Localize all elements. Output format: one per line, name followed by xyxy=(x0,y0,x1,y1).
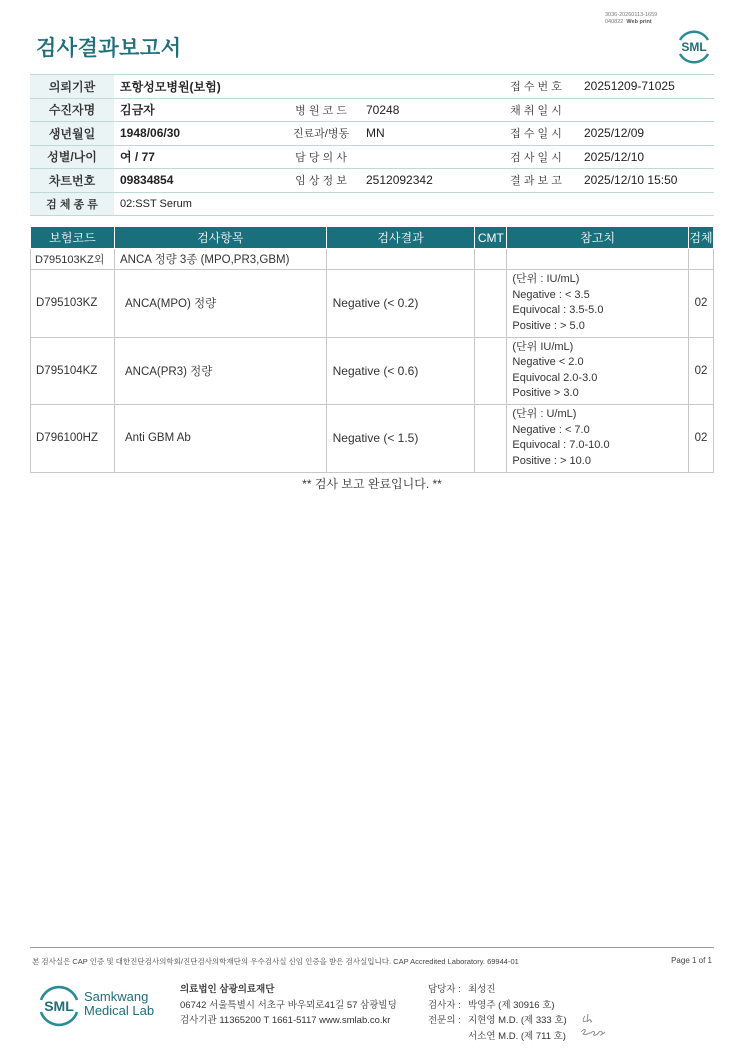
page-title: 검사결과보고서 xyxy=(36,37,182,60)
test-item: ANCA(PR3) 정량 xyxy=(114,337,326,405)
ref-line: (단위 : IU/mL) xyxy=(512,273,580,286)
col-header: 검체 xyxy=(689,227,714,249)
specimen-code: 02 xyxy=(689,270,714,338)
info-label: 검 체 종 류 xyxy=(30,192,114,216)
info-row xyxy=(30,145,714,169)
staff-name: 지현영 M.D. (제 333 호) xyxy=(468,1015,567,1026)
insurance-code: D795104KZ xyxy=(31,337,115,405)
ref-line: (단위 IU/mL) xyxy=(512,340,574,353)
test-item: ANCA 정량 3종 (MPO,PR3,GBM) xyxy=(114,249,326,270)
document-code xyxy=(605,12,657,26)
reference-range xyxy=(507,405,689,473)
signature-icon xyxy=(577,1010,611,1040)
cmt-cell xyxy=(475,405,507,473)
info-value: 1948/06/30 xyxy=(114,122,282,146)
brand-line: Samkwang xyxy=(84,989,149,1004)
info-label: 의뢰기관 xyxy=(30,75,114,99)
insurance-code: D795103KZ외 xyxy=(31,249,115,270)
test-result: Negative (< 1.5) xyxy=(326,405,475,473)
org-name: 의료법인 삼광의료재단 xyxy=(180,984,275,995)
ref-line: Positive > 3.0 xyxy=(512,387,579,400)
ref-line: Equivocal : 7.0-10.0 xyxy=(512,439,610,452)
info-label: 병 원 코 드 xyxy=(282,98,360,122)
org-contact: 검사기관 11365200 T 1661-5117 www.smlab.co.kr xyxy=(180,1015,391,1026)
info-label: 담 당 의 사 xyxy=(282,145,360,169)
info-value xyxy=(578,98,714,122)
info-value: 2512092342 xyxy=(360,169,494,193)
results-header-row xyxy=(31,227,714,249)
results-table xyxy=(30,226,714,473)
ref-line: Equivocal 2.0-3.0 xyxy=(512,371,598,384)
sml-footer-logo-icon xyxy=(36,982,82,1028)
info-label: 접 수 일 시 xyxy=(494,122,578,146)
page-number: Page 1 of 1 xyxy=(671,956,712,965)
staff-name: 박영주 (제 30916 호) xyxy=(468,999,555,1011)
ref-line: Positive : > 5.0 xyxy=(512,319,585,332)
table-row xyxy=(31,337,714,405)
info-value: 09834854 xyxy=(114,169,282,193)
staff-name: 최성진 xyxy=(468,984,496,995)
ref-line: Negative < 2.0 xyxy=(512,356,584,369)
staff-label: 담당자 : xyxy=(428,984,461,995)
col-header: 검사결과 xyxy=(326,227,475,249)
ref-line: Positive : > 10.0 xyxy=(512,454,591,467)
info-value: 여 / 77 xyxy=(114,145,282,169)
logo-text: SML xyxy=(44,998,74,1014)
info-value: 2025/12/10 15:50 xyxy=(578,169,714,193)
info-value: 70248 xyxy=(360,98,494,122)
ref-line: Negative : < 3.5 xyxy=(512,288,590,301)
staff-label: 검사자 : xyxy=(428,999,461,1011)
footer-brand xyxy=(84,990,154,1018)
group-row xyxy=(31,249,714,270)
info-label: 결 과 보 고 xyxy=(494,169,578,193)
staff-label: 전문의 : xyxy=(428,1015,461,1026)
insurance-code: D795103KZ xyxy=(31,270,115,338)
test-item: Anti GBM Ab xyxy=(114,405,326,473)
info-row xyxy=(30,75,714,99)
test-result: Negative (< 0.6) xyxy=(326,337,475,405)
ref-line: Equivocal : 3.5-5.0 xyxy=(512,304,604,317)
table-row xyxy=(31,270,714,338)
info-value: 포항성모병원(보험) xyxy=(114,75,494,99)
sml-logo-icon xyxy=(674,24,714,64)
brand-line: Medical Lab xyxy=(84,1003,155,1018)
info-row xyxy=(30,122,714,146)
info-label: 검 사 일 시 xyxy=(494,145,578,169)
reference-range xyxy=(507,337,689,405)
info-label: 채 취 일 시 xyxy=(494,98,578,122)
test-result: Negative (< 0.2) xyxy=(326,270,475,338)
info-value: 02:SST Serum xyxy=(114,192,714,216)
col-header: 보험코드 xyxy=(31,227,115,249)
org-address: 06742 서울특별시 서초구 바우뫼로41길 57 삼광빌딩 xyxy=(180,999,397,1011)
info-value: 2025/12/10 xyxy=(578,145,714,169)
cmt-cell xyxy=(475,337,507,405)
cmt-cell xyxy=(475,270,507,338)
info-row xyxy=(30,98,714,122)
info-label: 생년월일 xyxy=(30,122,114,146)
info-label: 접 수 번 호 xyxy=(494,75,578,99)
specimen-code: 02 xyxy=(689,337,714,405)
info-label: 임 상 정 보 xyxy=(282,169,360,193)
info-label: 진료과/병동 xyxy=(282,122,360,146)
footer-staff xyxy=(428,982,567,1044)
web-print-label: Web print xyxy=(626,19,652,25)
doc-code-line1: 3036-20260113-1659 xyxy=(605,12,658,18)
table-row xyxy=(31,405,714,473)
logo-text: SML xyxy=(681,40,707,54)
col-header: 참고치 xyxy=(507,227,689,249)
test-item: ANCA(MPO) 정량 xyxy=(114,270,326,338)
info-label: 수진자명 xyxy=(30,98,114,122)
col-header: CMT xyxy=(475,227,507,249)
ref-line: Negative : < 7.0 xyxy=(512,423,590,436)
reference-range xyxy=(507,270,689,338)
footer-divider xyxy=(30,947,714,948)
specimen-code: 02 xyxy=(689,405,714,473)
report-complete-text: ** 검사 보고 완료입니다. ** xyxy=(302,477,442,491)
col-header: 검사항목 xyxy=(114,227,326,249)
info-row xyxy=(30,169,714,193)
footer-address xyxy=(180,982,397,1029)
staff-name: 서소연 M.D. (제 711 호) xyxy=(468,1030,566,1042)
doc-code-line2: 040822 xyxy=(605,19,624,25)
accreditation-note: 본 검사실은 CAP 인증 및 대한진단검사의학회/진단검사의학재단의 우수검사실 신임 인증을 받은 검사실입니다. CAP Accredited Laboratory. 69944-01 xyxy=(32,957,519,966)
info-row xyxy=(30,192,714,216)
info-value: 2025/12/09 xyxy=(578,122,714,146)
info-label: 성별/나이 xyxy=(30,145,114,169)
info-value: 김금자 xyxy=(114,98,282,122)
insurance-code: D796100HZ xyxy=(31,405,115,473)
info-value: MN xyxy=(360,122,494,146)
patient-info-table xyxy=(30,74,714,216)
info-label: 차트번호 xyxy=(30,169,114,193)
info-value xyxy=(360,145,494,169)
info-value: 20251209-71025 xyxy=(578,75,714,99)
ref-line: (단위 : U/mL) xyxy=(512,408,577,421)
